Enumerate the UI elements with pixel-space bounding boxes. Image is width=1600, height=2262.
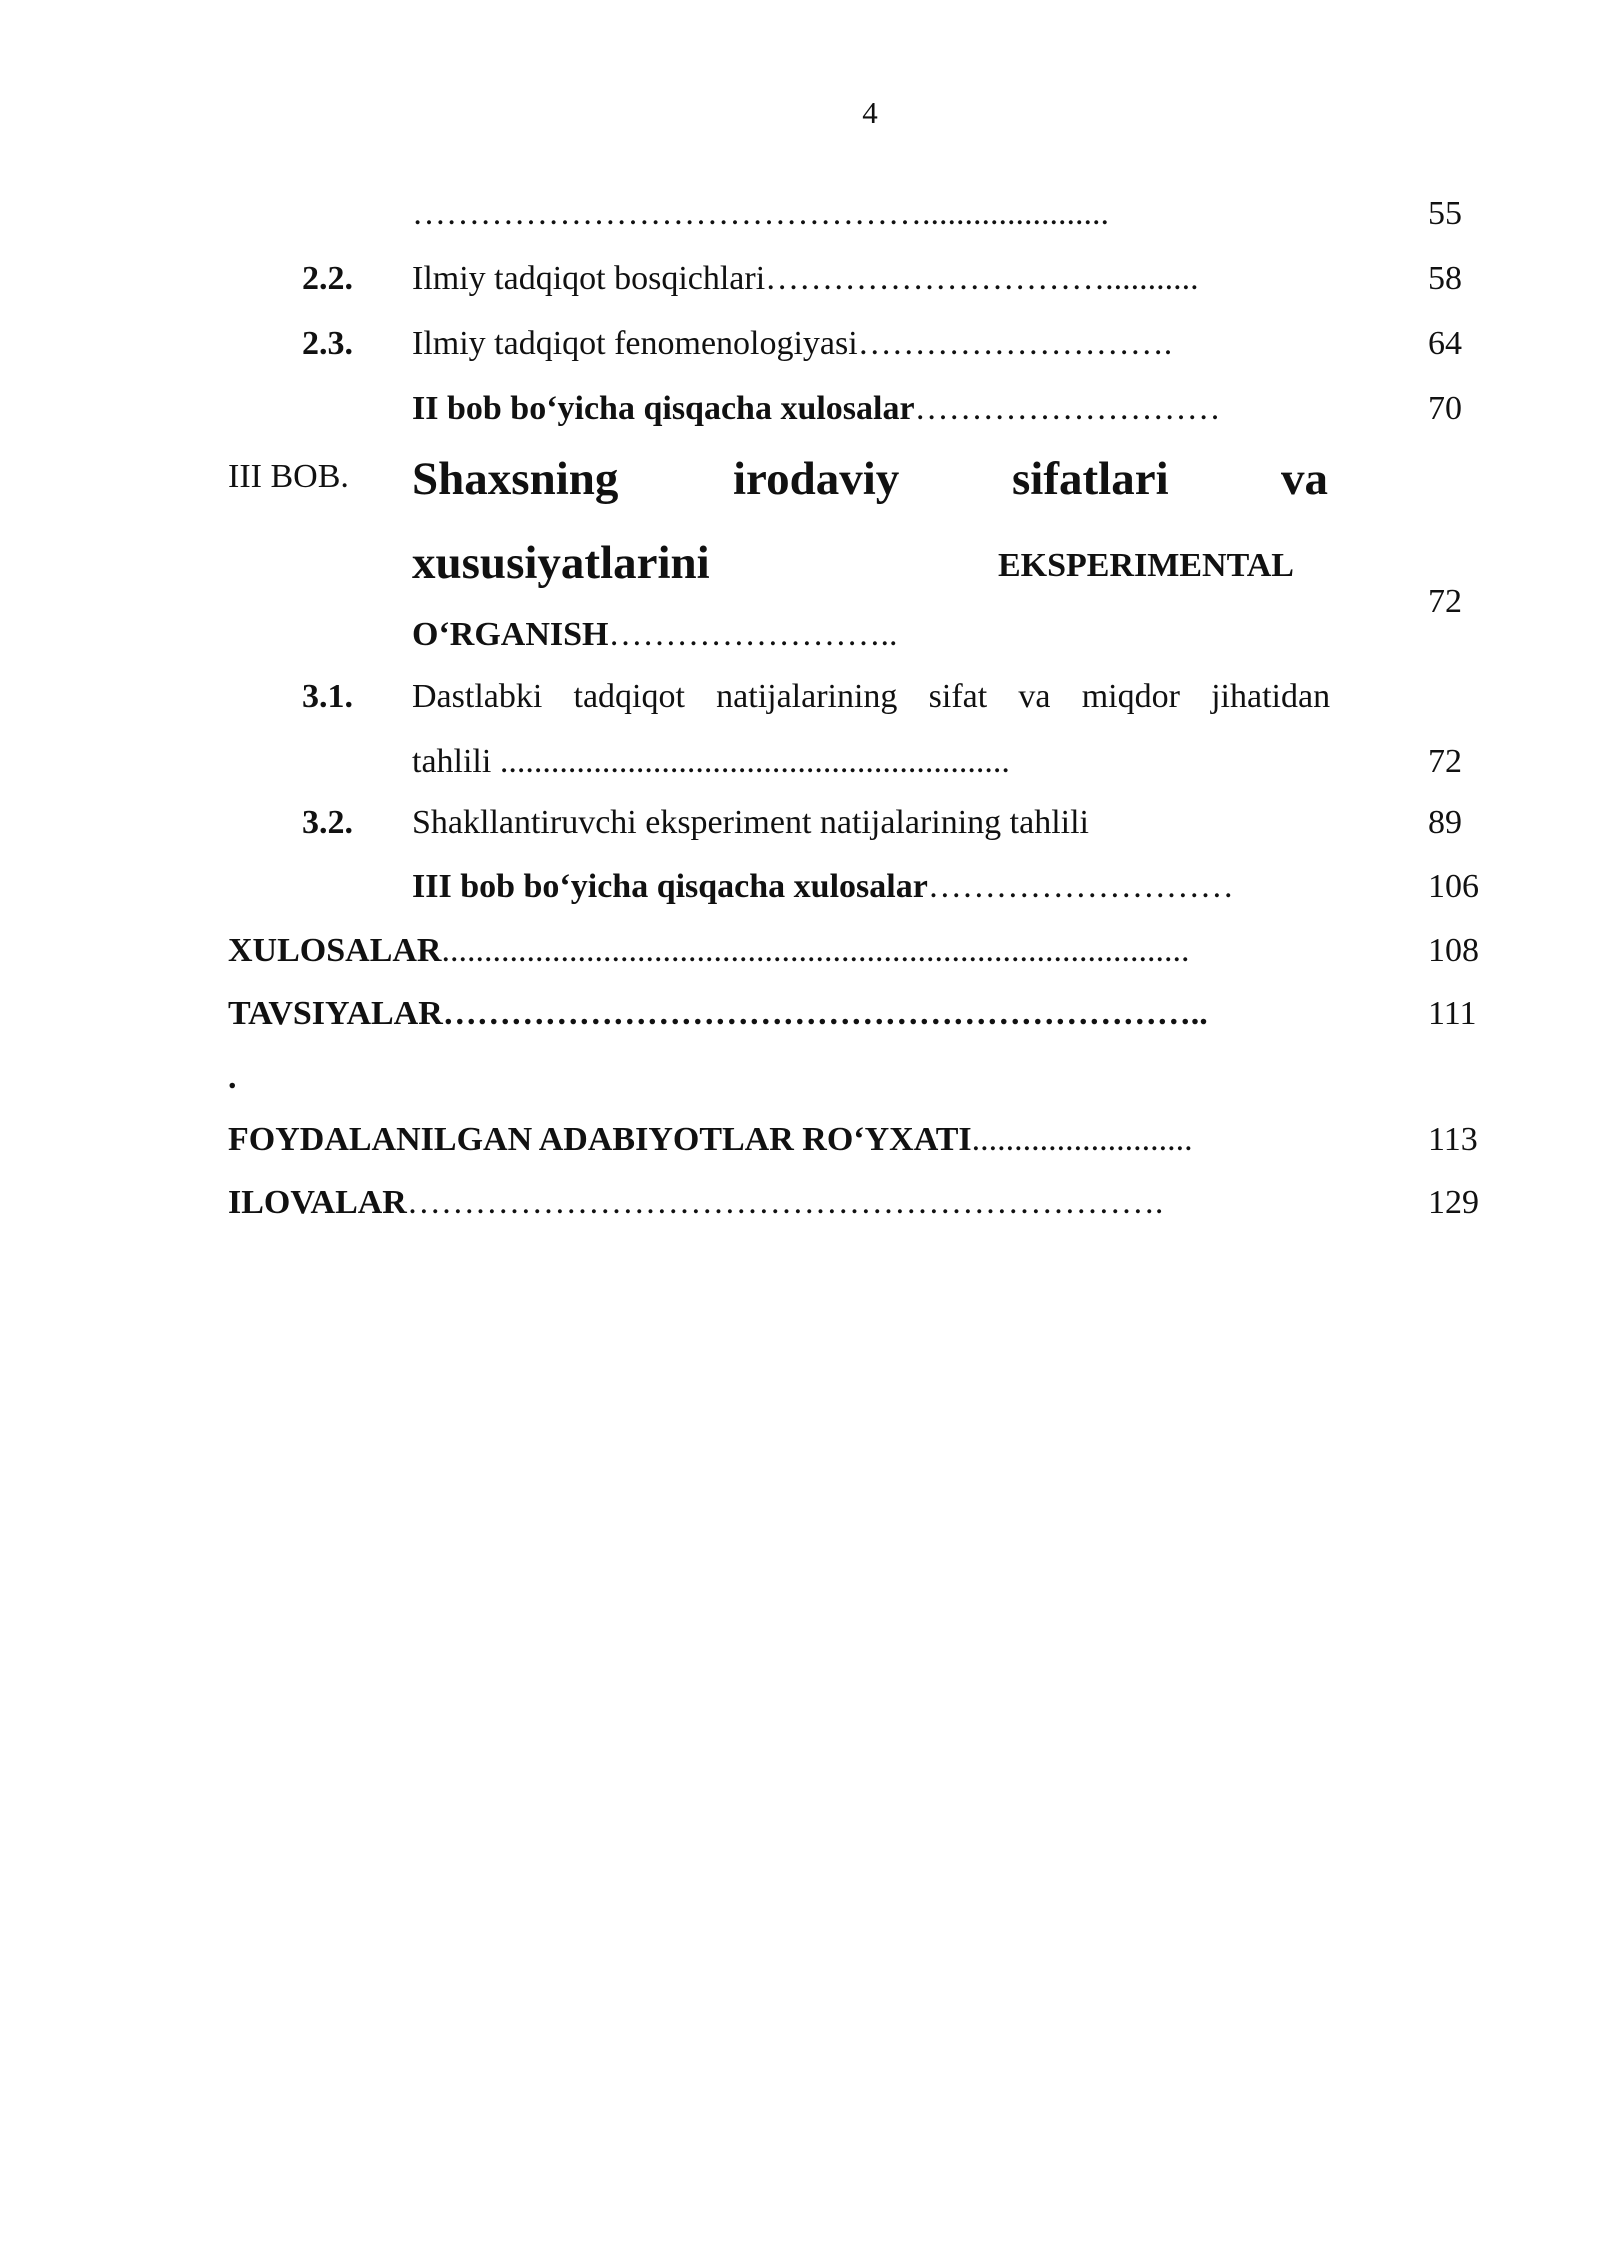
toc-entry-tavsiyalar — [228, 994, 1208, 1034]
page-number: 4 — [862, 95, 878, 130]
word: natijalarining — [716, 678, 898, 715]
toc-entry-title: TAVSIYALAR — [228, 995, 443, 1032]
toc-chapter-word: Shaxsning — [412, 453, 619, 505]
word: miqdor — [1081, 678, 1180, 715]
toc-leader-dots: …………………………........... — [765, 260, 1199, 297]
toc-chapter-word: sifatlari — [1012, 453, 1169, 505]
toc-entry-xulosalar — [228, 931, 1189, 971]
toc-entry-title: XULOSALAR — [228, 932, 442, 969]
toc-stray-period: . — [228, 1059, 237, 1096]
word: sifat — [928, 678, 988, 715]
toc-page-number: 72 — [1428, 743, 1462, 780]
toc-leader-dots: ……………………… — [927, 868, 1234, 905]
toc-page-number: 64 — [1428, 325, 1462, 362]
toc-entry-3-2: Shakllantiruvchi eksperiment natijalarining tahlili — [412, 804, 1089, 841]
toc-leader-dots: ……………………… — [914, 390, 1221, 427]
toc-chapter-number: III BOB. — [228, 458, 349, 495]
toc-entry-title: ILOVALAR — [228, 1184, 407, 1221]
toc-page-number: 113 — [1428, 1121, 1478, 1158]
toc-entry-title: III bob bo‘yicha qisqacha xulosalar — [412, 868, 928, 905]
toc-section-number: 3.1. — [302, 678, 353, 715]
toc-section-number: 2.2. — [302, 260, 353, 297]
toc-page-number: 58 — [1428, 260, 1462, 297]
toc-page-number: 108 — [1428, 932, 1479, 969]
toc-leader-dots: …………………….. — [608, 616, 898, 653]
toc-page-number: 129 — [1428, 1184, 1479, 1221]
toc-leader-dots: .......................... — [971, 1121, 1193, 1158]
toc-entry-adabiyotlar — [228, 1120, 1193, 1160]
toc-entry-2-2 — [412, 259, 1199, 299]
toc-entry-chapter2-summary — [412, 389, 1221, 429]
toc-chapter-word: EKSPERIMENTAL — [998, 547, 1294, 584]
toc-chapter-word: xususiyatlarini — [412, 537, 710, 589]
toc-section-number: 2.3. — [302, 325, 353, 362]
word: Dastlabki — [412, 678, 543, 715]
toc-entry-chapter3-summary — [412, 867, 1234, 907]
toc-page-number: 89 — [1428, 804, 1462, 841]
toc-leader-dots: ........................................................................................ — [441, 932, 1190, 969]
toc-entry-title: Ilmiy tadqiqot fenomenologiyasi — [412, 325, 858, 362]
toc-entry-2-3 — [412, 324, 1172, 364]
word: tadqiqot — [573, 678, 685, 715]
toc-page-number: 55 — [1428, 195, 1462, 232]
toc-entry-3-1-line1 — [412, 677, 1330, 717]
toc-entry-3-1-line2: tahlili ............................................................ — [412, 743, 1010, 780]
toc-entry-title: Ilmiy tadqiqot bosqichlari — [412, 260, 766, 297]
toc-chapter-word: va — [1281, 453, 1328, 505]
toc-entry-title: II bob bo‘yicha qisqacha xulosalar — [412, 390, 915, 427]
word: va — [1018, 678, 1051, 715]
toc-page-number: 106 — [1428, 868, 1479, 905]
toc-leader-dots: ………………………. — [857, 325, 1173, 362]
toc-page-number: 70 — [1428, 390, 1462, 427]
toc-entry-title: FOYDALANILGAN ADABIYOTLAR RO‘YXATI — [228, 1121, 972, 1158]
toc-leader-dots: …………………………………………………………. — [406, 1184, 1164, 1221]
toc-chapter-title-end — [412, 615, 897, 655]
word: jihatidan — [1211, 678, 1331, 715]
toc-leader-continuation: ………………………………………...................... — [412, 195, 1109, 232]
toc-entry-ilovalar — [228, 1183, 1163, 1223]
toc-section-number: 3.2. — [302, 804, 353, 841]
toc-chapter-word: irodaviy — [733, 453, 900, 505]
toc-entry-title: O‘RGANISH — [412, 616, 609, 653]
toc-page-number: 111 — [1428, 995, 1477, 1032]
toc-page-number: 72 — [1428, 583, 1462, 620]
toc-leader-dots: ………………………………………………………….. — [442, 995, 1208, 1032]
